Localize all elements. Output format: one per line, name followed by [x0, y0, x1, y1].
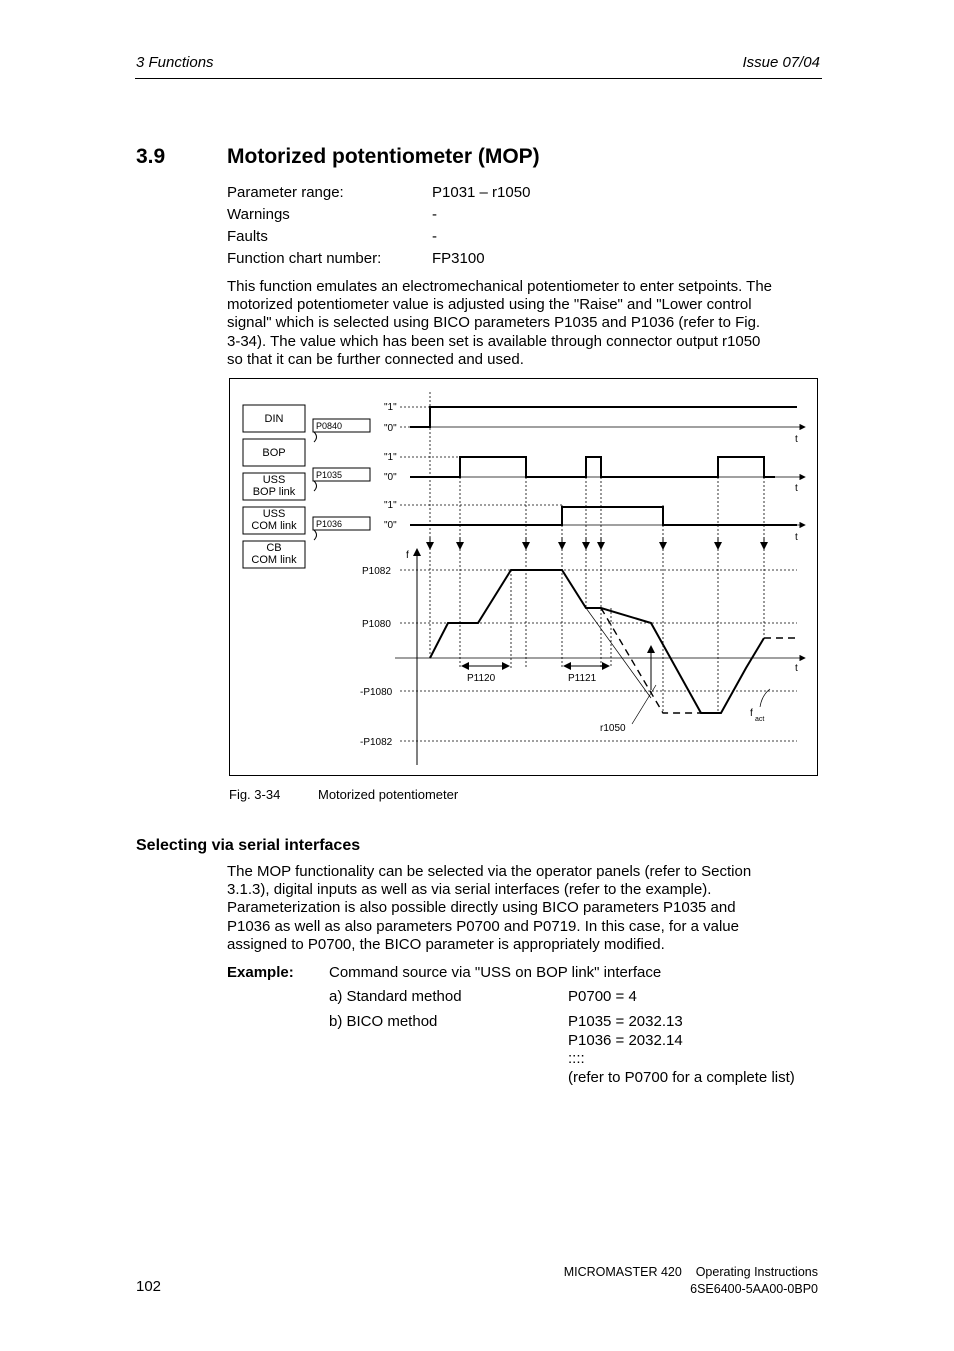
t-axis-label: t [795, 434, 798, 445]
t-axis-label: t [795, 483, 798, 494]
method-b-value: (refer to P0700 for a complete list) [568, 1068, 795, 1086]
source-label: USS BOP link [252, 474, 296, 498]
header-section: 3 Functions [136, 54, 214, 71]
t-axis-label: t [795, 532, 798, 543]
param-value: - [432, 228, 437, 245]
param-labels [227, 182, 381, 270]
level-neg-p1082: -P1082 [360, 737, 393, 748]
param-tags [313, 419, 370, 540]
param-value: - [432, 206, 437, 223]
param-value: FP3100 [432, 250, 485, 267]
text-line: Parameterization is also possible directly using BICO parameters P1035 and [227, 899, 736, 917]
figure-caption-text: Motorized potentiometer [318, 787, 459, 802]
method-a: a) Standard method [329, 988, 462, 1005]
body-paragraph [227, 863, 817, 954]
text-line: signal" which is selected using BICO parameters P1035 and P1036 (refer to Fig. [227, 314, 761, 332]
level-labels [384, 402, 397, 531]
ramp-label-p1120: P1120 [467, 673, 496, 684]
fact-subscript: act [755, 716, 765, 723]
footer-product: MICROMASTER 420 Operating Instructions [563, 1265, 818, 1279]
method-b-value: :::: [568, 1050, 585, 1067]
section-title: Motorized potentiometer (MOP) [227, 145, 540, 168]
level-0-label: "0" [384, 423, 397, 434]
method-b-value: P1035 = 2032.13 [568, 1013, 683, 1030]
fact-label: f [750, 708, 753, 719]
param-tag-p1035: P1035 [316, 470, 343, 480]
level-p1082: P1082 [362, 566, 391, 577]
source-label: DIN [264, 413, 284, 425]
r1050-label: r1050 [600, 723, 626, 734]
source-label: CB COM link [251, 542, 297, 566]
subheading: Selecting via serial interfaces [136, 837, 361, 854]
text-line: motorized potentiometer value is adjusted using the "Raise" and "Lower control [227, 296, 752, 314]
param-label: Warnings [227, 206, 290, 223]
signal-p1036 [410, 507, 797, 525]
level-neg-p1080: -P1080 [360, 687, 393, 698]
page-number: 102 [136, 1278, 162, 1295]
example-text: Command source via "USS on BOP link" interface [329, 964, 662, 981]
signal-p1035 [410, 457, 775, 477]
level-p1080: P1080 [362, 619, 391, 630]
freq-level-labels [360, 566, 393, 748]
t-axis-label: t [795, 663, 798, 674]
fact-curve [430, 570, 764, 713]
figure-box [229, 378, 818, 776]
method-b: b) BICO method [329, 1013, 438, 1030]
footer-order: 6SE6400-5AA00-0BP0 [690, 1282, 818, 1296]
section-number: 3.9 [136, 145, 166, 168]
source-label: BOP [262, 447, 286, 459]
text-line: 3-34). The value which has been set is available through connector output r1050 [227, 332, 761, 350]
param-label: Function chart number: [227, 250, 382, 267]
header-rule [135, 78, 822, 79]
example-label: Example: [227, 964, 294, 981]
method-a-value: P0700 = 4 [568, 988, 637, 1005]
signal-p0840 [410, 407, 797, 427]
param-label: Faults [227, 228, 268, 245]
method-b-values [568, 1013, 795, 1087]
event-arrows [430, 537, 764, 549]
source-boxes [243, 405, 305, 568]
level-0-label: "0" [384, 520, 397, 531]
text-line: This function emulates an electromechanical potentiometer to enter setpoints. The [227, 278, 773, 295]
f-axis-label: f [406, 550, 409, 561]
param-tag-p0840: P0840 [316, 421, 343, 431]
level-1-label: "1" [384, 452, 397, 463]
mop-timing-diagram [230, 379, 817, 775]
level-1-label: "1" [384, 402, 397, 413]
level-1-label: "1" [384, 500, 397, 511]
header-issue: Issue 07/04 [742, 54, 820, 71]
source-label: USS COM link [251, 508, 297, 532]
text-line: so that it can be further connected and used. [227, 350, 524, 368]
text-line: The MOP functionality can be selected via the operator panels (refer to Section [227, 863, 752, 880]
param-values [432, 182, 530, 270]
param-value: P1031 – r1050 [432, 184, 531, 201]
param-tag-p1036: P1036 [316, 519, 343, 529]
intro-paragraph [227, 278, 817, 369]
method-b-value: P1036 = 2032.14 [568, 1031, 683, 1049]
ramp-label-p1121: P1121 [568, 673, 597, 684]
param-label: Parameter range: [227, 184, 344, 201]
text-line: 3.1.3), digital inputs as well as via serial interfaces (refer to the example). [227, 881, 712, 899]
text-line: assigned to P0700, the BICO parameter is appropriately modified. [227, 935, 665, 953]
text-line: P1036 as well as also parameters P0700 and P0719. In this case, for a value [227, 917, 739, 935]
level-0-label: "0" [384, 472, 397, 483]
figure-caption-number: Fig. 3-34 [229, 787, 281, 802]
